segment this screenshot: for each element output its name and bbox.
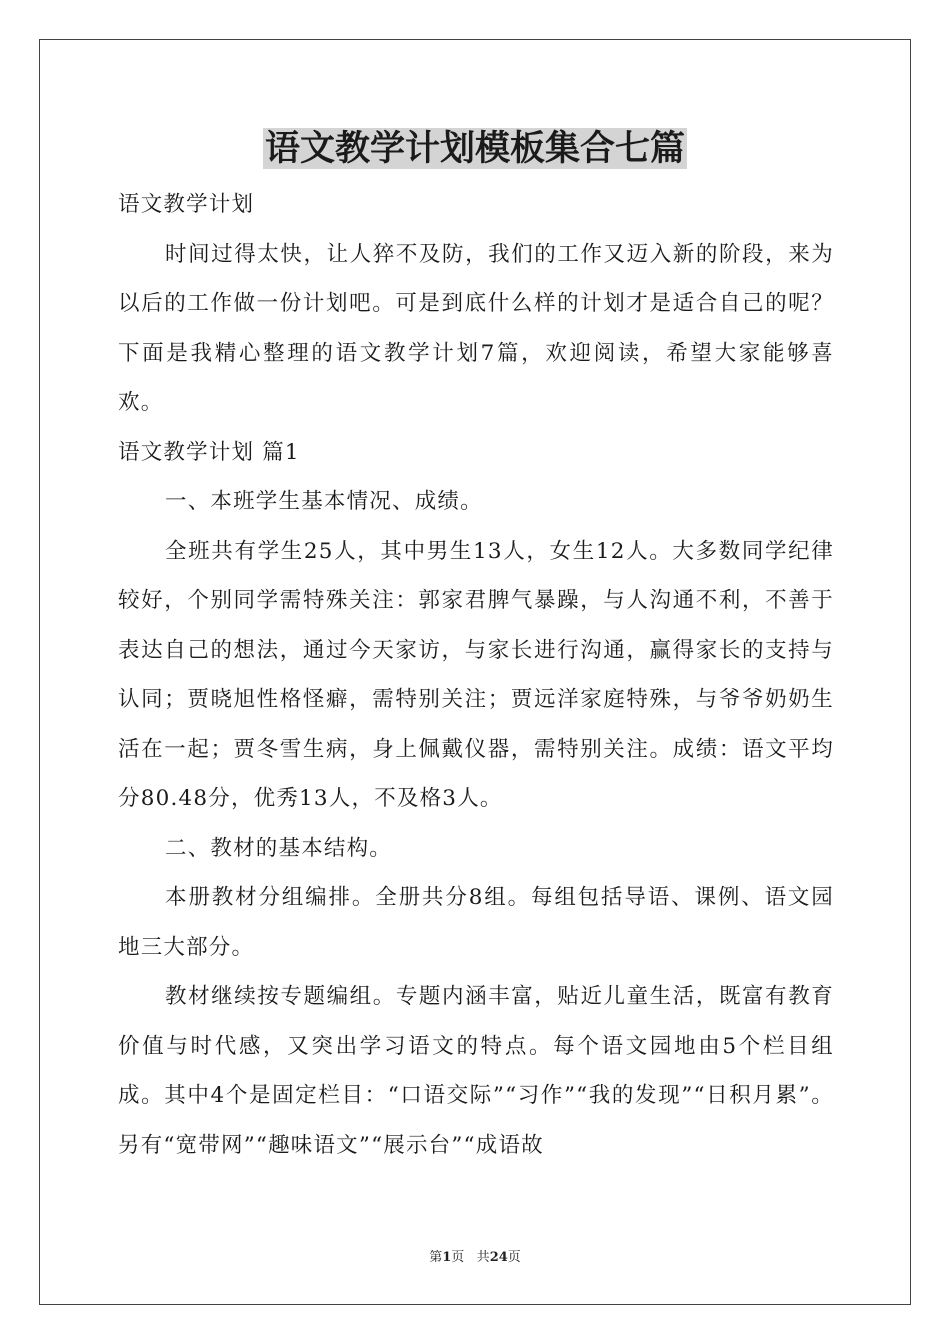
page-footer <box>0 1246 950 1265</box>
page-suffix: 页 <box>451 1250 465 1265</box>
intro-paragraph: 时间过得太快，让人猝不及防，我们的工作又迈入新的阶段，来为以后的工作做一份计划吧。可是到底什么样的计划才是适合自己的呢？下面是我精心整理的语文教学计划7篇，欢迎阅读，希望大家能够喜欢。 <box>118 241 834 415</box>
body-paragraph: 教材继续按专题编组。专题内涵丰富，贴近儿童生活，既富有教育价值与时代感，又突出学习语文的特点。每个语文园地由5个栏目组成。其中4个是固定栏目：“口语交际”“习作”“我的发现”“日积月累”。另有“宽带网”“趣味语文”“展示台”“成语故 <box>118 984 834 1158</box>
subsection-heading: 一、本班学生基本情况、成绩。 <box>165 489 483 514</box>
total-prefix: 共 <box>476 1250 490 1265</box>
document-title <box>0 126 950 172</box>
section-heading: 语文教学计划 <box>118 192 255 217</box>
document-title-text: 语文教学计划模板集合七篇 <box>264 128 685 169</box>
total-pages: 24 <box>489 1250 508 1265</box>
subsection-heading: 二、教材的基本结构。 <box>165 835 393 861</box>
page-prefix: 第 <box>429 1250 443 1265</box>
body-paragraph: 全班共有学生25人，其中男生13人，女生12人。大多数同学纪律较好，个别同学需特殊关注：郭家君脾气暴躁，与人沟通不利，不善于表达自己的想法，通过今天家访，与家长进行沟通，赢得家长的支持与认同；贾晓旭性格怪癖，需特别关注；贾远洋家庭特殊，与爷爷奶奶生活在一起；贾冬雪生病，身上佩戴仪器，需特别关注。成绩：语文平均分80.48分，优秀13人，不及格3人。 <box>118 538 834 811</box>
page-number: 1 <box>442 1250 452 1265</box>
section-heading: 语文教学计划 篇1 <box>118 439 300 465</box>
body-paragraph: 本册教材分组编排。全册共分8组。每组包括导语、课例、语文园地三大部分。 <box>118 885 834 960</box>
document-body <box>118 180 834 1170</box>
total-suffix: 页 <box>507 1250 521 1265</box>
